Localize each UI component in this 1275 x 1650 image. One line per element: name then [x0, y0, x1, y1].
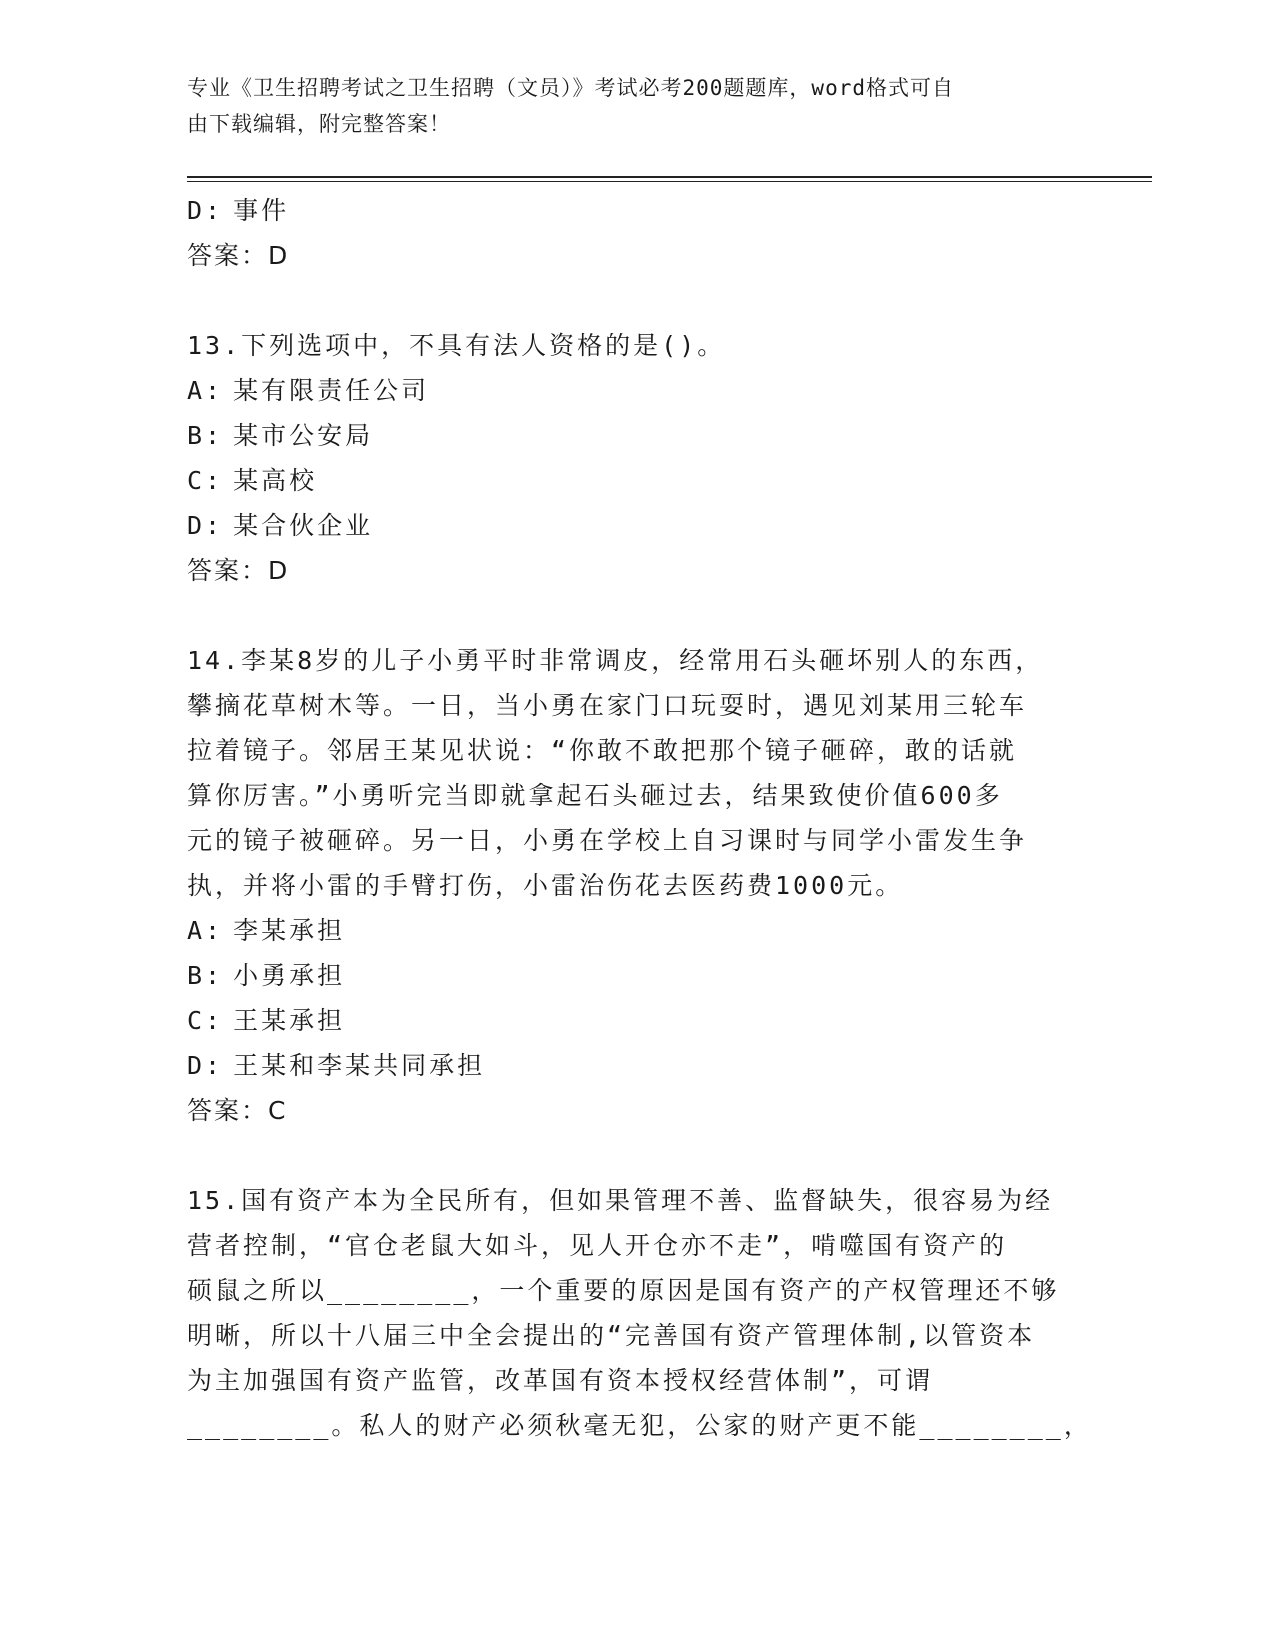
option-label: D:	[187, 511, 224, 540]
question-15-stem-line-3: 硕鼠之所以________，一个重要的原因是国有资产的产权管理还不够	[187, 1276, 1060, 1305]
option-text: 某合伙企业	[233, 511, 374, 540]
option-c	[187, 458, 1087, 503]
header-rule-thin	[187, 181, 1152, 182]
option-c	[187, 998, 1087, 1043]
option-text: 某市公安局	[233, 421, 374, 450]
option-text: 李某承担	[233, 916, 346, 945]
question-15-stem-line-1: 15.国有资产本为全民所有，但如果管理不善、监督缺失，很容易为经	[187, 1186, 1054, 1215]
option-label: C:	[187, 466, 224, 495]
question-14-stem-line-4: 算你厉害。”小勇听完当即就拿起石头砸过去，结果致使价值600多	[187, 781, 1003, 810]
option-text: 王某和李某共同承担	[233, 1051, 486, 1080]
header-rule-thick	[187, 176, 1152, 178]
question-15-stem-line-2: 营者控制，“官仓老鼠大如斗，见人开仓亦不走”，啃噬国有资产的	[187, 1231, 1008, 1260]
question-15-stem-line-4: 明晰，所以十八届三中全会提出的“完善国有资产管理体制,以管资本	[187, 1321, 1036, 1350]
question-13-stem: 13.下列选项中，不具有法人资格的是()。	[187, 331, 726, 360]
question-15-stem-line-5: 为主加强国有资产监管，改革国有资本授权经营体制”，可谓	[187, 1366, 934, 1395]
option-d	[187, 188, 1087, 233]
header-line-2: 由下载编辑，附完整答案！	[187, 112, 451, 136]
option-text: 小勇承担	[233, 961, 346, 990]
option-label: D:	[187, 1051, 224, 1080]
option-label: B:	[187, 961, 224, 990]
option-d	[187, 1043, 1087, 1088]
question-14-stem-line-2: 攀摘花草树木等。一日，当小勇在家门口玩耍时，遇见刘某用三轮车	[187, 691, 1028, 720]
question-15-stem-line-6: ________。私人的财产必须秋毫无犯，公家的财产更不能________，	[187, 1411, 1092, 1440]
answer-line: 答案：D	[187, 556, 290, 585]
option-label: B:	[187, 421, 224, 450]
option-d	[187, 503, 1087, 548]
page-header	[187, 70, 1087, 142]
option-b	[187, 413, 1087, 458]
document-body	[187, 188, 1092, 1448]
question-14-stem-line-1: 14.李某8岁的儿子小勇平时非常调皮，经常用石头砸坏别人的东西，	[187, 646, 1044, 675]
option-a	[187, 368, 1087, 413]
option-label: A:	[187, 376, 224, 405]
option-label: A:	[187, 916, 224, 945]
option-text: 某有限责任公司	[233, 376, 430, 405]
option-text: 事件	[233, 196, 290, 225]
header-line-1: 专业《卫生招聘考试之卫生招聘（文员）》考试必考200题题库，word格式可自	[187, 76, 954, 100]
answer-line: 答案：C	[187, 1096, 288, 1125]
option-label: D:	[187, 196, 224, 225]
option-text: 王某承担	[233, 1006, 346, 1035]
answer-line: 答案：D	[187, 241, 290, 270]
option-a	[187, 908, 1087, 953]
question-14-stem-line-3: 拉着镜子。邻居王某见状说：“你敢不敢把那个镜子砸碎，敢的话就	[187, 736, 1018, 765]
option-b	[187, 953, 1087, 998]
option-text: 某高校	[233, 466, 318, 495]
option-label: C:	[187, 1006, 224, 1035]
question-14-stem-line-5: 元的镜子被砸碎。另一日，小勇在学校上自习课时与同学小雷发生争	[187, 826, 1028, 855]
question-14-stem-line-6: 执，并将小雷的手臂打伤，小雷治伤花去医药费1000元。	[187, 871, 904, 900]
